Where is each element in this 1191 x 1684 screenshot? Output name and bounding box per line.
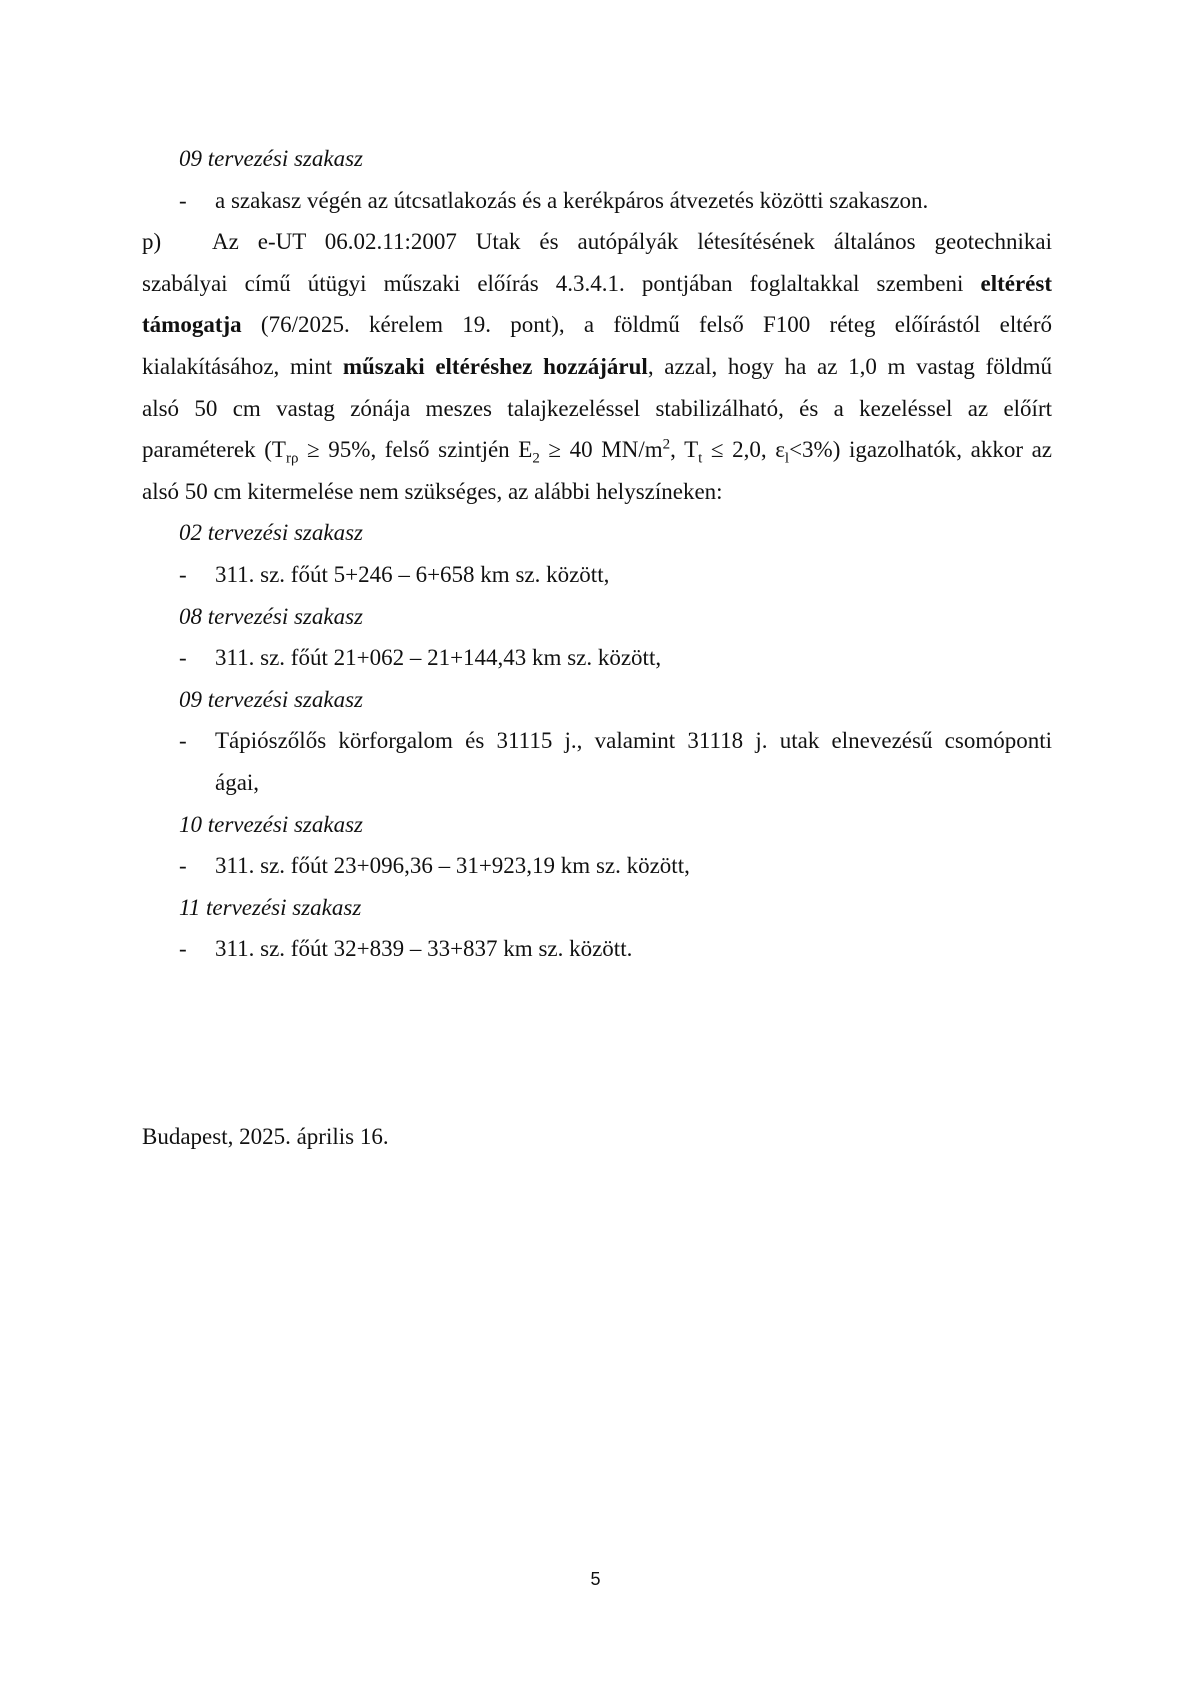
paragraph-text: , T <box>670 437 699 462</box>
paragraph-text: ≥ 40 MN/m <box>539 437 663 462</box>
subscript: 2 <box>532 450 540 467</box>
paragraph-text: ≤ 2,0, ε <box>702 437 785 462</box>
list-dash: - <box>179 853 187 878</box>
list-item: a szakasz végén az útcsatlakozás és a kerékpáros átvezetés közötti szakaszon. <box>215 188 929 213</box>
paragraph-text: , azzal, hogy ha az 1,0 m vastag földmű <box>647 354 1053 379</box>
list-item-continuation: ágai, <box>215 770 260 795</box>
paragraph-text: ≥ 95%, felső szintjén E <box>298 437 533 462</box>
list-item: 311. sz. főút 32+839 – 33+837 km sz. között. <box>215 936 633 961</box>
list-item: 311. sz. főút 21+062 – 21+144,43 km sz. között, <box>215 645 662 670</box>
list-dash: - <box>179 728 187 753</box>
paragraph-line <box>142 436 1053 467</box>
section-heading: 09 tervezési szakasz <box>179 687 363 712</box>
paragraph-line: Az e-UT 06.02.11:2007 Utak és autópályák létesítésének általános geotechnikai <box>212 229 1052 254</box>
list-item: 311. sz. főút 23+096,36 – 31+923,19 km sz. között, <box>215 853 690 878</box>
paragraph-line: alsó 50 cm vastag zónája meszes talajkezeléssel stabilizálható, és a kezeléssel az előírt <box>142 396 1052 421</box>
section-heading: 10 tervezési szakasz <box>179 812 363 837</box>
place-date: Budapest, 2025. április 16. <box>142 1124 389 1149</box>
list-dash: - <box>179 562 187 587</box>
list-dash: - <box>179 188 187 213</box>
emphasis-text: eltérést <box>980 271 1052 296</box>
paragraph-label: p) <box>142 229 162 254</box>
subscript: rρ <box>285 450 299 467</box>
section-heading: 02 tervezési szakasz <box>179 520 363 545</box>
paragraph-line <box>142 313 1052 336</box>
paragraph-line: alsó 50 cm kitermelése nem szükséges, az alábbi helyszíneken: <box>142 479 723 504</box>
subscript: t <box>698 450 703 467</box>
paragraph-text: <3%) igazolhatók, akkor az <box>789 437 1053 462</box>
page-number: 5 <box>590 1569 601 1589</box>
paragraph-text: paraméterek (T <box>142 437 286 462</box>
list-item: 311. sz. főút 5+246 – 6+658 km sz. között, <box>215 562 610 587</box>
paragraph-text: kialakításához, mint <box>142 354 333 379</box>
emphasis-text: műszaki eltéréshez hozzájárul <box>342 354 648 379</box>
paragraph-text: (76/2025. kérelem 19. pont), a földmű felső F100 réteg előírástól eltérő <box>260 312 1052 337</box>
subscript: l <box>784 450 790 467</box>
list-item: Tápiószőlős körforgalom és 31115 j., valamint 31118 j. utak elnevezésű csomóponti <box>215 728 1052 753</box>
paragraph-text: szabályai című útügyi műszaki előírás 4.3.4.1. pontjában foglaltakkal szembeni <box>142 271 964 296</box>
section-heading: 09 tervezési szakasz <box>179 146 363 171</box>
paragraph-line <box>142 272 1052 295</box>
section-heading: 08 tervezési szakasz <box>179 604 363 629</box>
section-heading: 11 tervezési szakasz <box>179 895 362 920</box>
list-dash: - <box>179 645 187 670</box>
paragraph-line <box>142 355 1052 378</box>
emphasis-text: támogatja <box>142 312 242 337</box>
list-dash: - <box>179 936 187 961</box>
superscript: 2 <box>662 436 671 453</box>
